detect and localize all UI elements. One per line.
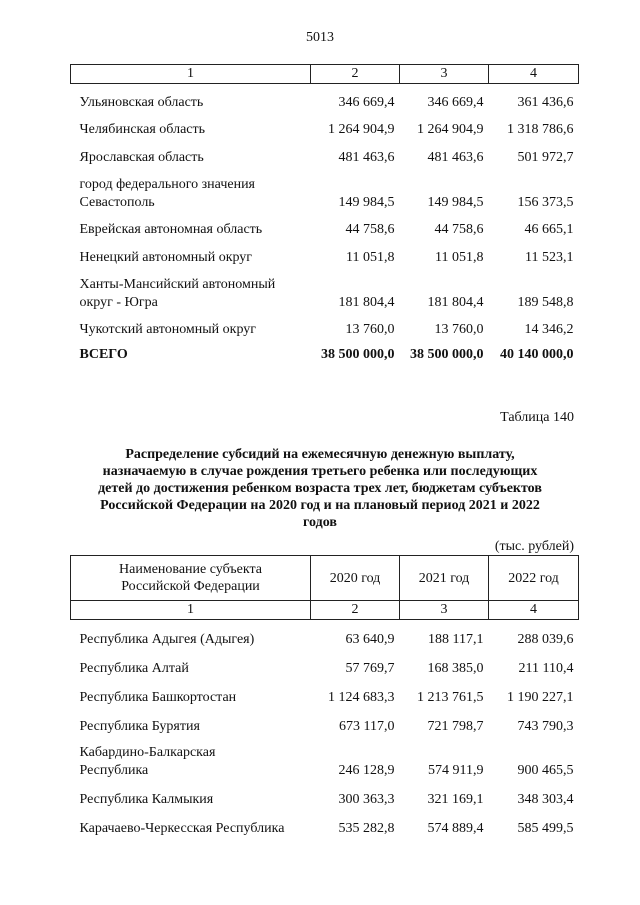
column-index: 2 (311, 601, 400, 620)
region-name: Карачаево-Черкесская Республика (79, 821, 285, 836)
table-header-row (71, 556, 579, 601)
column-index: 4 (489, 65, 579, 84)
value-2020: 149 984,5 (338, 194, 395, 210)
total-2021: 38 500 000,0 (410, 347, 484, 362)
value-2021: 1 264 904,9 (417, 122, 484, 137)
value-2021: 721 798,7 (427, 719, 484, 734)
value-2022: 900 465,5 (517, 763, 574, 778)
table-row (71, 678, 579, 707)
units-label: (тыс. рублей) (494, 539, 574, 554)
table-title-line: годов (303, 515, 337, 530)
value-2022: 156 373,5 (517, 194, 574, 210)
value-2021: 1 213 761,5 (417, 690, 484, 705)
region-name (71, 167, 311, 212)
table-title-line: Распределение субсидий на ежемесячную денежную выплату, (125, 447, 515, 462)
value-2020: 11 051,8 (346, 249, 395, 265)
header-2021: 2021 год (400, 556, 489, 601)
value-2020: 300 363,3 (338, 792, 395, 807)
value-2020: 346 669,4 (338, 94, 395, 110)
column-index: 3 (400, 601, 489, 620)
region-name-line2: Севастополь (79, 194, 155, 210)
value-2021: 168 385,0 (427, 661, 484, 676)
region-name: Республика Бурятия (79, 719, 200, 734)
column-index-row (71, 601, 579, 620)
table-title-line: детей до достижения ребенком возраста трех лет, бюджетам субъектов (98, 481, 542, 496)
value-2021: 574 889,4 (427, 821, 484, 836)
value-2020: 673 117,0 (339, 719, 395, 734)
value-2020: 181 804,4 (338, 294, 395, 310)
value-2020: 13 760,0 (345, 322, 395, 337)
value-2022: 1 190 227,1 (507, 690, 574, 705)
table-row (71, 809, 579, 838)
value-2021: 13 760,0 (434, 322, 484, 337)
subsidy-table-continued (70, 64, 579, 364)
page-number: 5013 (306, 30, 334, 45)
value-2022: 14 346,2 (524, 322, 574, 337)
value-2020: 246 128,9 (338, 763, 395, 778)
region-name: Республика Башкортостан (79, 690, 237, 705)
value-2021: 44 758,6 (434, 222, 484, 237)
column-index: 3 (400, 65, 489, 84)
region-name-line2: Республика (79, 763, 149, 778)
region-name: Челябинская область (79, 122, 205, 137)
table-title (80, 446, 560, 531)
value-2022: 743 790,3 (517, 719, 574, 734)
region-name: Чукотский автономный округ (79, 322, 257, 337)
table-row (71, 312, 579, 340)
region-name: Ненецкий автономный округ (79, 249, 253, 265)
value-2020: 481 463,6 (338, 149, 395, 165)
value-2020: 535 282,8 (338, 821, 395, 836)
table-row (71, 112, 579, 140)
table-row (71, 212, 579, 240)
region-name (71, 736, 311, 780)
value-2022: 189 548,8 (517, 294, 574, 310)
table-row (71, 736, 579, 780)
value-2022: 1 318 786,6 (507, 122, 574, 137)
region-name (71, 267, 311, 312)
table-row (71, 780, 579, 809)
value-2021: 481 463,6 (427, 149, 484, 165)
value-2022: 288 039,6 (517, 632, 574, 647)
column-index: 1 (71, 601, 311, 620)
subsidy-table (70, 555, 579, 838)
header-region (71, 556, 311, 601)
value-2022: 501 972,7 (517, 149, 574, 165)
table-row (71, 239, 579, 267)
value-2021: 346 669,4 (427, 94, 484, 110)
value-2020: 57 769,7 (345, 661, 395, 676)
value-2022: 361 436,6 (517, 94, 574, 110)
region-name-line1: город федерального значения (79, 176, 255, 192)
value-2020: 63 640,9 (345, 632, 395, 647)
header-region-line1: Наименование субъекта (119, 562, 262, 577)
table-row (71, 84, 579, 112)
value-2021: 321 169,1 (427, 792, 484, 807)
value-2021: 11 051,8 (435, 249, 484, 265)
table-title-line: назначаемую в случае рождения третьего ребенка или последующих (102, 464, 538, 479)
column-index: 1 (71, 65, 311, 84)
value-2022: 348 303,4 (517, 792, 574, 807)
region-name-line1: Кабардино-Балкарская (79, 745, 216, 760)
column-index: 4 (489, 601, 579, 620)
region-name: Ярославская область (79, 149, 204, 165)
total-2022: 40 140 000,0 (500, 347, 574, 362)
table-caption: Таблица 140 (500, 410, 574, 425)
region-name: Республика Калмыкия (79, 792, 214, 807)
value-2020: 1 264 904,9 (328, 122, 395, 137)
table-row (71, 139, 579, 167)
table-row (71, 167, 579, 212)
table-row (71, 707, 579, 736)
header-2020: 2020 год (311, 556, 400, 601)
value-2020: 44 758,6 (345, 222, 395, 237)
value-2021: 181 804,4 (427, 294, 484, 310)
value-2021: 149 984,5 (427, 194, 484, 210)
table-row (71, 620, 579, 650)
table-row (71, 267, 579, 312)
region-name: Республика Алтай (79, 661, 189, 676)
total-label: ВСЕГО (79, 347, 128, 362)
column-index: 2 (311, 65, 400, 84)
value-2022: 585 499,5 (517, 821, 574, 836)
value-2022: 46 665,1 (524, 222, 574, 237)
region-name-line1: Ханты-Мансийский автономный (79, 276, 276, 292)
total-row (71, 339, 579, 364)
column-index-row (71, 65, 579, 84)
value-2021: 188 117,1 (428, 632, 484, 647)
region-name: Республика Адыгея (Адыгея) (79, 632, 255, 647)
value-2022: 11 523,1 (525, 249, 574, 265)
region-name-line2: округ - Югра (79, 294, 158, 310)
table-title-line: Российской Федерации на 2020 год и на плановый период 2021 и 2022 (100, 498, 540, 513)
total-2020: 38 500 000,0 (321, 347, 395, 362)
header-2022: 2022 год (489, 556, 579, 601)
header-region-line2: Российской Федерации (121, 579, 260, 594)
value-2020: 1 124 683,3 (328, 690, 395, 705)
table-row (71, 649, 579, 678)
region-name: Еврейская автономная область (79, 222, 263, 237)
region-name: Ульяновская область (79, 94, 204, 110)
value-2021: 574 911,9 (428, 763, 484, 778)
value-2022: 211 110,4 (518, 661, 574, 676)
